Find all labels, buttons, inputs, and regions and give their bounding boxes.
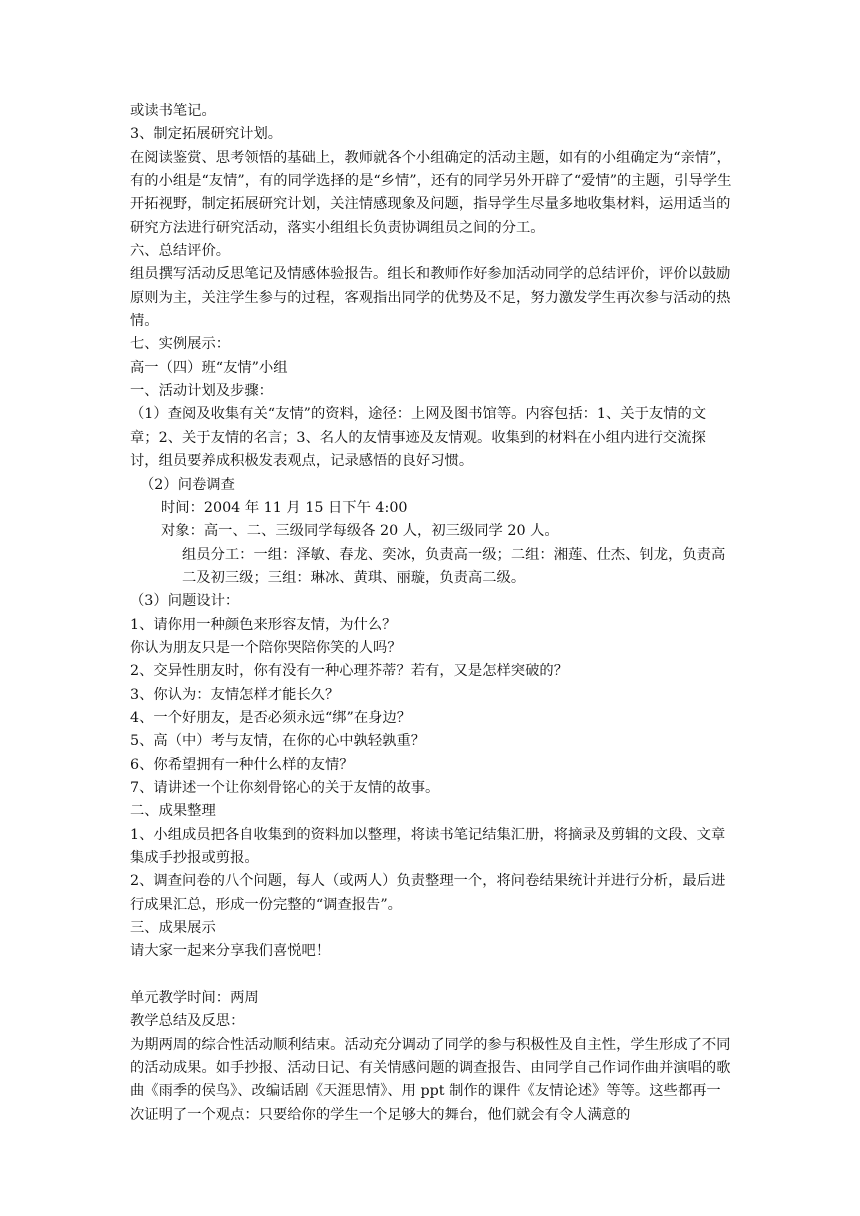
paragraph: 为期两周的综合性活动顺利结束。活动充分调动了同学的参与积极性及自主性，学生形成了不同的活动成果。如手抄报、活动日记、有关情感问题的调查报告、由同学自己作词作曲并演唱的歌曲《雨季的侯鸟》、改编话剧《天涯思情》、用 ppt 制作的课件《友情论述》等等。这些都再一次证明了一个观点：只要给你的学生一个足够大的舞台，他们就会有令人满意的: [130, 1036, 731, 1123]
paragraph: 1、请你用一种颜色来形容友情，为什么？: [130, 616, 397, 633]
paragraph: 组员撰写活动反思笔记及情感体验报告。组长和教师作好参加活动同学的总结评价，评价以鼓励原则为主，关注学生参与的过程，客观指出同学的优势及不足，努力激发学生再次参与活动的热情。: [130, 266, 731, 330]
paragraph: 2、调查问卷的八个问题，每人（或两人）负责整理一个，将问卷结果统计并进行分析，最后进行成果汇总，形成一份完整的“调查报告”。: [130, 873, 726, 913]
paragraph: 1、小组成员把各自收集到的资料加以整理，将读书笔记结集汇册，将摘录及剪辑的文段、文章集成手抄报或剪报。: [130, 826, 726, 866]
paragraph: 4、一个好朋友，是否必须永远“绑”在身边？: [130, 709, 412, 726]
paragraph: 七、实例展示：: [130, 336, 231, 353]
document-body: [130, 100, 734, 1127]
paragraph: 高一（四）班“友情”小组: [130, 359, 288, 376]
paragraph: 5、高（中）考与友情，在你的心中孰轻孰重？: [130, 733, 426, 750]
paragraph: 时间：2004 年 11 月 15 日下午 4:00: [161, 499, 408, 516]
paragraph: 3、你认为：友情怎样才能长久？: [130, 686, 340, 703]
paragraph: 3、制定拓展研究计划。: [130, 126, 283, 143]
paragraph: 7、请讲述一个让你刻骨铭心的关于友情的故事。: [130, 779, 440, 796]
paragraph: 6、你希望拥有一种什么样的友情？: [130, 756, 354, 773]
paragraph: 三、成果展示: [130, 920, 216, 937]
paragraph: 一、活动计划及步骤：: [130, 383, 273, 400]
paragraph: 2、交异性朋友时，你有没有一种心理芥蒂？若有，又是怎样突破的？: [130, 663, 568, 680]
paragraph: 教学总结及反思：: [130, 1013, 245, 1030]
paragraph: 组员分工：一组：泽敏、春龙、奕冰，负责高一级；二组：湘莲、仕杰、钊龙，负责高二及初三级；三组：琳冰、黄琪、丽璇，负责高二级。: [182, 546, 726, 586]
paragraph: [130, 964, 734, 987]
paragraph: 请大家一起来分享我们喜悦吧！: [130, 943, 331, 960]
paragraph: 在阅读鉴赏、思考领悟的基础上，教师就各个小组确定的活动主题，如有的小组确定为“亲情”，有的小组是“友情”，有的同学选择的是“乡情”，还有的同学另外开辟了“爱情”的主题，引导学生开拓视野，制定拓展研究计划，关注情感现象及问题，指导学生尽量多地收集材料，运用适当的研究方法进行研究活动，落实小组组长负责协调组员之间的分工。: [130, 149, 732, 236]
paragraph: （1）查阅及收集有关“友情”的资料，途径：上网及图书馆等。内容包括：1、关于友情的文章；2、关于友情的名言；3、名人的友情事迹及友情观。收集到的材料在小组内进行交流探讨，组员要养成积极发表观点，记录感悟的良好习惯。: [130, 406, 707, 470]
paragraph: 单元教学时间：两周: [130, 990, 259, 1007]
paragraph: 你认为朋友只是一个陪你哭陪你笑的人吗？: [130, 639, 402, 656]
paragraph: （3）问题设计：: [130, 593, 240, 610]
paragraph: 二、成果整理: [130, 803, 216, 820]
paragraph: 对象：高一、二、三级同学每级各 20 人，初三级同学 20 人。: [161, 523, 559, 540]
paragraph: 或读书笔记。: [130, 103, 216, 119]
paragraph: （2）问卷调查: [140, 476, 235, 493]
paragraph: 六、总结评价。: [130, 243, 231, 260]
